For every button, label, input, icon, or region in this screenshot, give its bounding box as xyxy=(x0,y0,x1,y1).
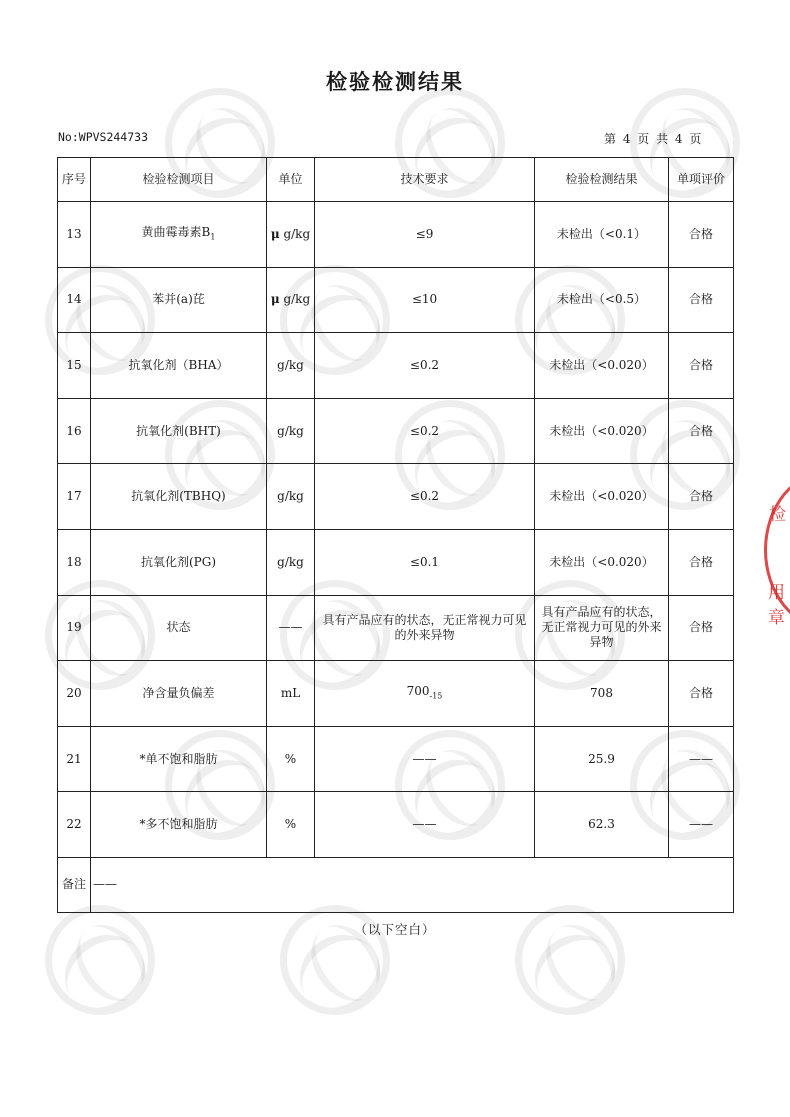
row-unit: % xyxy=(267,792,315,858)
header-result: 检验检测结果 xyxy=(535,158,669,202)
row-requirement: ≤9 xyxy=(315,202,535,268)
row-requirement: ≤0.1 xyxy=(315,529,535,595)
item-text: 黄曲霉毒素B xyxy=(141,224,211,239)
page-title: 检验检测结果 xyxy=(326,69,464,94)
row-item: 抗氧化剂（BHA） xyxy=(91,333,267,399)
row-no: 13 xyxy=(58,202,91,268)
row-result: 62.3 xyxy=(535,792,669,858)
row-item: 净含量负偏差 xyxy=(91,661,267,727)
row-requirement: —— xyxy=(315,792,535,858)
footer-note: （以下空白） xyxy=(354,922,436,937)
row-unit: —— xyxy=(267,595,315,661)
seal-text-bottom: 用章 xyxy=(768,583,785,628)
row-result: 708 xyxy=(535,661,669,727)
row-item: 状态 xyxy=(91,595,267,661)
remark-value: —— xyxy=(91,857,734,912)
table-row xyxy=(58,726,734,792)
row-item: 苯并(a)芘 xyxy=(91,267,267,333)
row-item: 抗氧化剂(TBHQ) xyxy=(91,464,267,530)
row-no: 20 xyxy=(58,661,91,727)
row-no: 14 xyxy=(58,267,91,333)
header-item: 检验检测项目 xyxy=(91,158,267,202)
row-unit: % xyxy=(267,726,315,792)
row-unit: g/kg xyxy=(267,398,315,464)
row-requirement: ≤10 xyxy=(315,267,535,333)
row-no: 16 xyxy=(58,398,91,464)
row-evaluation: 合格 xyxy=(669,464,734,530)
table-row xyxy=(58,398,734,464)
results-table xyxy=(57,157,734,913)
row-no: 19 xyxy=(58,595,91,661)
table-row xyxy=(58,595,734,661)
row-evaluation: —— xyxy=(669,726,734,792)
row-no: 22 xyxy=(58,792,91,858)
table-row xyxy=(58,529,734,595)
unit-mu: μ xyxy=(270,226,280,241)
row-requirement: ≤0.2 xyxy=(315,398,535,464)
remark-row xyxy=(58,857,734,912)
unit-text: g/kg xyxy=(279,292,311,307)
row-no: 17 xyxy=(58,464,91,530)
row-result: 未检出（<0.020） xyxy=(535,464,669,530)
table-row xyxy=(58,202,734,268)
seal-text-top: 检 xyxy=(769,505,786,525)
row-evaluation: 合格 xyxy=(669,398,734,464)
row-requirement: 具有产品应有的状态，无正常视力可见的外来异物 xyxy=(315,595,535,661)
table-row xyxy=(58,333,734,399)
requirement-text: 700 xyxy=(406,683,430,698)
row-evaluation: 合格 xyxy=(669,661,734,727)
row-item xyxy=(91,202,267,268)
row-requirement: —— xyxy=(315,726,535,792)
header-no: 序号 xyxy=(58,158,91,202)
row-result: 未检出（<0.5） xyxy=(535,267,669,333)
row-no: 18 xyxy=(58,529,91,595)
row-requirement: ≤0.2 xyxy=(315,333,535,399)
row-evaluation: 合格 xyxy=(669,595,734,661)
report-number: No:WPVS244733 xyxy=(58,130,149,144)
row-result: 未检出（<0.1） xyxy=(535,202,669,268)
page-indicator: 第 4 页 共 4 页 xyxy=(604,132,702,146)
row-evaluation: —— xyxy=(669,792,734,858)
header-requirement: 技术要求 xyxy=(315,158,535,202)
table-header-row xyxy=(58,158,734,202)
unit-mu: μ xyxy=(270,292,280,307)
row-item: 抗氧化剂(BHT) xyxy=(91,398,267,464)
row-requirement: ≤0.2 xyxy=(315,464,535,530)
item-subscript: 1 xyxy=(210,231,216,241)
row-requirement xyxy=(315,661,535,727)
row-unit: g/kg xyxy=(267,464,315,530)
row-no: 21 xyxy=(58,726,91,792)
row-unit: g/kg xyxy=(267,529,315,595)
row-evaluation: 合格 xyxy=(669,202,734,268)
row-evaluation: 合格 xyxy=(669,267,734,333)
row-no: 15 xyxy=(58,333,91,399)
row-result: 具有产品应有的状态，无正常视力可见的外来异物 xyxy=(535,595,669,661)
row-unit xyxy=(267,267,315,333)
requirement-subscript: -15 xyxy=(429,691,443,701)
row-item: *多不饱和脂肪 xyxy=(91,792,267,858)
row-result: 未检出（<0.020） xyxy=(535,398,669,464)
header-unit: 单位 xyxy=(267,158,315,202)
row-unit xyxy=(267,202,315,268)
row-evaluation: 合格 xyxy=(669,529,734,595)
table-row xyxy=(58,464,734,530)
row-result: 未检出（<0.020） xyxy=(535,529,669,595)
row-evaluation: 合格 xyxy=(669,333,734,399)
row-result: 未检出（<0.020） xyxy=(535,333,669,399)
unit-text: g/kg xyxy=(279,226,311,241)
table-row xyxy=(58,792,734,858)
row-result: 25.9 xyxy=(535,726,669,792)
table-row xyxy=(58,661,734,727)
header-evaluation: 单项评价 xyxy=(669,158,734,202)
row-unit: mL xyxy=(267,661,315,727)
table-row xyxy=(58,267,734,333)
remark-label: 备注 xyxy=(58,857,91,912)
row-unit: g/kg xyxy=(267,333,315,399)
row-item: *单不饱和脂肪 xyxy=(91,726,267,792)
row-item: 抗氧化剂(PG) xyxy=(91,529,267,595)
